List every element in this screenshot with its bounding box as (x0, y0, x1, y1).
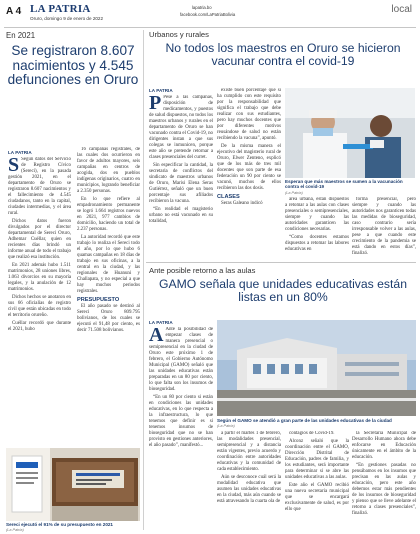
paragraph: forma presencial, pero siempre y cuando las autoridades nos garanticen todas las medidas de bioseguridad, caso contrario sería irresponsable volver a las aulas, pese a que cuando este crecimiento de la pandemia se está dando en estos días”, finalizó. (352, 197, 416, 256)
top-kicker: Urbanos y rurales (149, 30, 209, 39)
school-photo (217, 320, 416, 416)
paragraph: a partir el martes 1 de febrero, las modalidades presencial, semipresencial y a distancia están vigentes, previo acuerdo y coordinación entre autoridades educativas y la comunidad de cada establecimiento. (217, 431, 281, 472)
dropcap: P (149, 95, 162, 114)
paragraph: De la misma manera el ejecutivo del magisterio rural de Oruro, Elwer Zenteno, explicó que de los más de tres mil docentes que son parte de esa federación un 90 por ciento se vacunó, muchos de ellos recibieron las dos dosis. (217, 144, 281, 191)
top-column-3 (285, 197, 349, 257)
bottom-headline: GAMO señala que unidades educativas están listas en un 80% (159, 277, 407, 305)
top-column-2 (217, 88, 281, 255)
presupuesto-subhead: PRESUPUESTO (77, 297, 120, 303)
paragraph: “En un 80 por ciento si están en condiciones las unidades educativas, en lo que respecta a la infraestructura, lo que tenemos que definir es si tenemos insumos de bioseguridad que no se han provisto en gestiones anteriores, el año pasado”, manifestó... (149, 395, 213, 448)
left-photo-credit: (La Patria) (6, 528, 24, 532)
paragraph: “En gestiones pasadas no pensábamos en los insumos que precisan en las aulas y educación, pero este año debemos estar más pendientes de los insumos de bioseguridad y pienso que se lleve adelante el retorno a clases presenciales”, finalizó. (352, 463, 416, 516)
left-byline: LA PATRIA (8, 150, 32, 155)
top-photo-credit: (La Patria) (285, 191, 303, 195)
paragraph: Según datos del Servicio de Registro Cívico (Sereci), en la pasada gestión 2021, en el departamento de Oruro se registraron 8.607 nacimientos y el fallecimiento de 4.545 ciudadanos, tanto en la capital, ciudades intermedias, y el área rural. (8, 157, 71, 216)
school-photo-image (217, 320, 416, 416)
page-header (0, 0, 420, 28)
bottom-byline: LA PATRIA (149, 320, 173, 325)
paragraph: Ante la posibilidad de empezar clases de manera presencial o semipresencial en la ciudad de Oruro este próximo 1 de febrero, el Gobierno Autónomo Municipal (GAMO) señaló que las unidades educativas están preparadas en un 80 por ciento, lo que falta son los insumos de bioseguridad. (149, 327, 213, 392)
paragraph: Sin especificar la cantidad, la secretaria de conflictos del sindicato de maestros urbanos de Oruro, Marisi Elena Seras Gutiérrez, señaló que un buen porcentaje sus afiliados recibieron la vacuna. (149, 163, 213, 204)
paragraph: Pese a las campañas, disposición de medicamentos, y puestos de salud dispuestos, no todos los maestros urbanos y rurales en el departamento de Oruro se han vacunado contra el Covid-19, no dirigentes instan a que sus colegas se inmunicen, porque este año se pretende retornar a clases presenciales del curret. (149, 95, 213, 160)
dropcap: S (8, 157, 20, 176)
paragraph: la Secretaría Municipal de Desarrollo Humano ahora debe enfocarse en Educación únicamente en el ámbito de la educación. (352, 431, 416, 460)
bottom-column-3 (285, 431, 349, 529)
sereci-photo (6, 448, 140, 521)
paragraph: 16 campañas registrales, de las cuales dos ocurrieron en favor de adultos mayores, seis campañas en centros de acogida, dos en pueblos indígenas originarios, cuatro en municipios, logrando beneficiar a 2.350 personas. (77, 147, 140, 194)
paragraph: contagios de Covid-19. (289, 431, 335, 436)
paragraph: Cuéllar recordó que durante el 2021, hubo (8, 321, 71, 332)
paragraph: “En realidad el magisterio urbano no está vacunado en su totalidad, (149, 207, 213, 224)
paragraph: Seras Galeano indicó (221, 201, 263, 206)
top-byline: LA PATRIA (149, 88, 173, 93)
column-divider (143, 30, 144, 530)
paragraph: Este año el GAMO recibió una nueva secretaria municipal que se encargará exclusivamente de salud, es por ello que (285, 483, 349, 512)
bottom-photo-credit: (La Patria) (217, 424, 235, 428)
bottom-column-2 (217, 431, 281, 529)
paragraph: Dichos datos fueron divulgados por el director departamental de Sereci Oruro, Adhemar Cuéllar, quien en recientes días brindó un informe anual de todo el trabajo que realizó esa institución. (8, 219, 71, 260)
website-link[interactable]: lapatria.bo (192, 5, 212, 10)
vaccination-photo (285, 88, 415, 178)
paragraph: Dichos hechos se anotaron en sus 66 oficialías de registro civil que están ubicadas en todo el territorio orureño. (8, 295, 71, 318)
bottom-kicker: Ante posible retorno a las aulas (149, 266, 256, 275)
paragraph: Alconz señaló que la coordinación entre el GAMO, Dirección Distrital de Educación, padres de familia, y los estudiantes, será importante para determinar si se abre las unidades educativas a las aulas. (285, 439, 349, 480)
paragraph: existe buen porcentaje que sí ha cumplido con este requisito por la responsabilidad que significa el trabajo que debe realizar con sus estudiantes, pero hay muchos docentes que por diferentes motivos reusándose de salud no están recibiendo la vacuna”, apuntó. (217, 88, 281, 141)
bottom-column-4 (352, 431, 416, 529)
section-name: local (391, 4, 412, 15)
dropcap: A (149, 327, 164, 346)
article-divider (146, 262, 416, 263)
paragraph: Aún se desconoce cuál será la modalidad educativa que asumen las unidades educativas en la ciudad, más aún cuando se está atravesando la cuarta ola de (217, 475, 281, 504)
paragraph: “Como docentes estamos dispuestos a retomar las labores educativas en (285, 235, 349, 252)
newspaper-logo: LA PATRIA (30, 3, 91, 15)
social-link[interactable]: facebook.com/LaPatriaBolivia (180, 12, 236, 17)
dateline: Oruro, domingo 9 de enero de 2022 (30, 16, 104, 21)
paragraph: área urbana, están dispuestos a retomar a las aulas con clases presenciales o semipresenciales, siempre y cuando las autoridades garanticen las condiciones necesarias. (285, 197, 349, 232)
vaccination-photo-image (285, 88, 415, 178)
paragraph: En lo que refiere al empadronamiento permanente se logró 1.664 registros nuevos en 2021, 977 cambios de domicilio, haciendo un total de 2.237 personas. (77, 197, 140, 232)
sereci-photo-image (6, 448, 140, 521)
top-photo-caption: Esperan que más maestros se sumen a la vacunación contra el covid-19 (285, 179, 403, 190)
paragraph: El año pasado se destinó al Sereci Oruro 809.795 bolivianos, de los cuales se ejecutó el 91,48 por ciento, es decir 71.508 bolivianos. (77, 304, 140, 333)
paragraph: En 2021 además hubo 1.511 matrimonios, 28 uniones libres, 1.063 divorcios en su mayoría legales, y la anulación de 12 matrimonios. (8, 263, 71, 292)
left-column-1 (8, 157, 71, 445)
left-headline: Se registraron 8.607 nacimientos y 4.545 defunciones en Oruro (7, 43, 139, 88)
top-column-1 (149, 95, 213, 255)
header-divider (4, 27, 416, 28)
left-photo-caption: Sereci ejecutó el 91% de su presupuesto en 2021 (6, 522, 113, 527)
top-headline: No todos los maestros en Oruro se hicieron vacunar contra el covid-19 (165, 41, 401, 69)
left-kicker: En 2021 (6, 31, 36, 40)
left-column-2 (77, 147, 140, 447)
bottom-column-1 (149, 327, 213, 529)
paragraph: La autoridad recordó que este trabajo lo realiza el Sereci todo el año, por lo que hubo 6 quamas campañas en 18 días de trabajo en sus oficinas, a la central en la ciudad, y las regionales de Huanuni y Challapata, y no especial a que hay muchos periodos registrales. (77, 235, 140, 294)
page-number: A 4 (6, 6, 22, 17)
bottom-photo-caption: Según el GAMO se atendió a gran parte de las unidades educativas de la ciudad (217, 418, 392, 423)
top-column-4 (352, 197, 416, 257)
clases-subhead: CLASES (217, 194, 240, 200)
